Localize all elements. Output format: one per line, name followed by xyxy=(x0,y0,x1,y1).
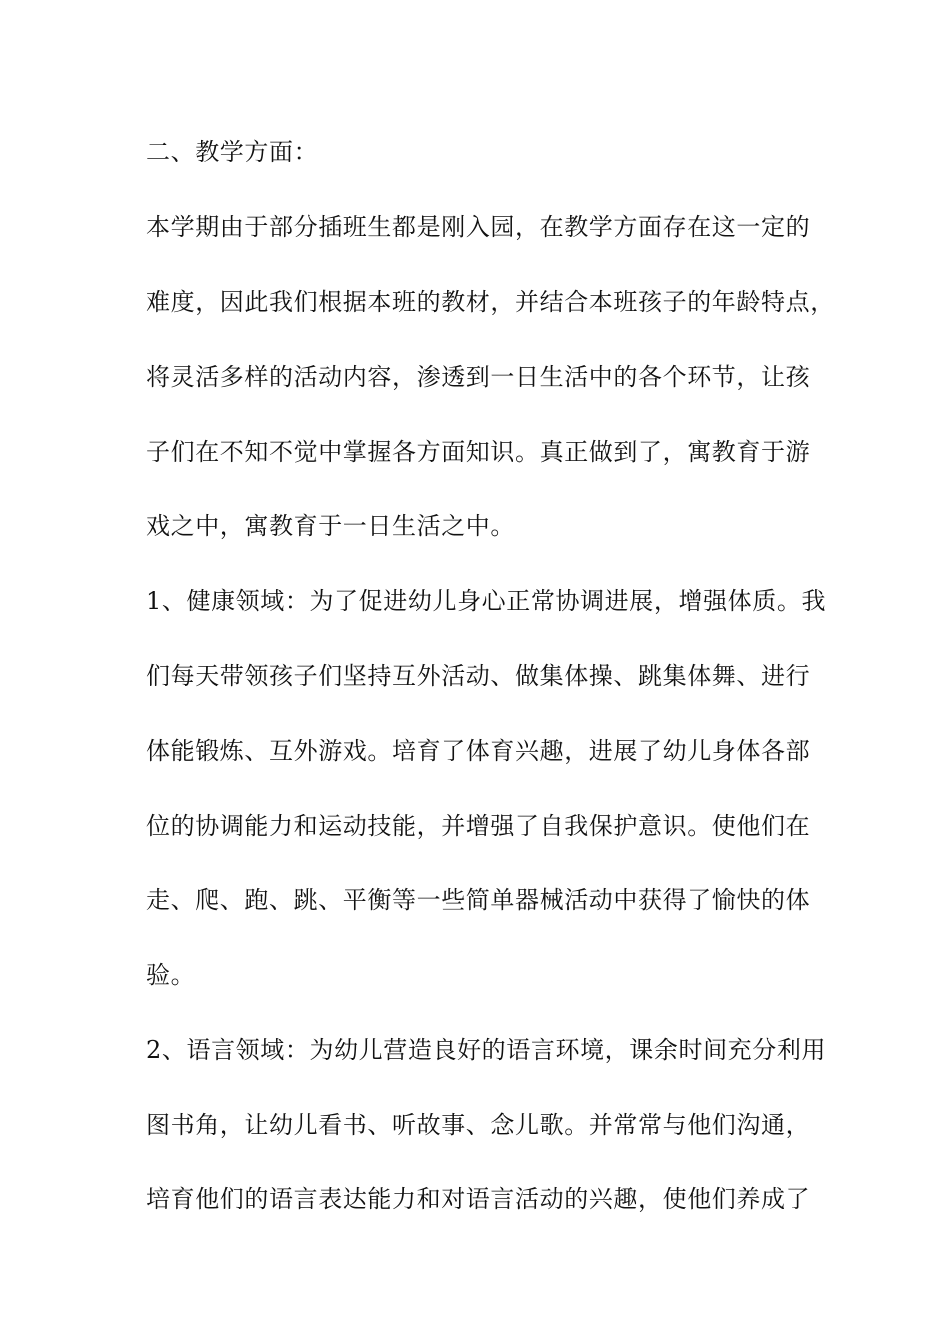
paragraph-line: 本学期由于部分插班生都是刚入园，在教学方面存在这一定的 xyxy=(146,213,811,241)
paragraph-line: 戏之中，寓教育于一日生活之中。 xyxy=(146,512,515,540)
paragraph-line: 2、语言领域：为幼儿营造良好的语言环境，课余时间充分利用 xyxy=(146,1036,827,1064)
paragraph-line: 体能锻炼、互外游戏。培育了体育兴趣，进展了幼儿身体各部 xyxy=(146,737,811,765)
paragraph-line: 图书角，让幼儿看书、听故事、念儿歌。并常常与他们沟通， xyxy=(146,1111,811,1139)
paragraph-line: 验。 xyxy=(146,961,196,989)
section-heading: 二、教学方面： xyxy=(146,138,319,166)
paragraph-line: 1、健康领域：为了促进幼儿身心正常协调进展，增强体质。我 xyxy=(146,587,827,615)
paragraph-line: 子们在不知不觉中掌握各方面知识。真正做到了，寓教育于游 xyxy=(146,438,811,466)
paragraph-line: 将灵活多样的活动内容，渗透到一日生活中的各个环节，让孩 xyxy=(146,363,811,391)
paragraph-line: 难度，因此我们根据本班的教材，并结合本班孩子的年龄特点， xyxy=(146,288,835,316)
paragraph-line: 们每天带领孩子们坚持互外活动、做集体操、跳集体舞、进行 xyxy=(146,662,811,690)
paragraph-line: 走、爬、跑、跳、平衡等一些简单器械活动中获得了愉快的体 xyxy=(146,886,811,914)
paragraph-line: 位的协调能力和运动技能，并增强了自我保护意识。使他们在 xyxy=(146,812,811,840)
paragraph-line: 培育他们的语言表达能力和对语言活动的兴趣，使他们养成了 xyxy=(146,1185,811,1213)
